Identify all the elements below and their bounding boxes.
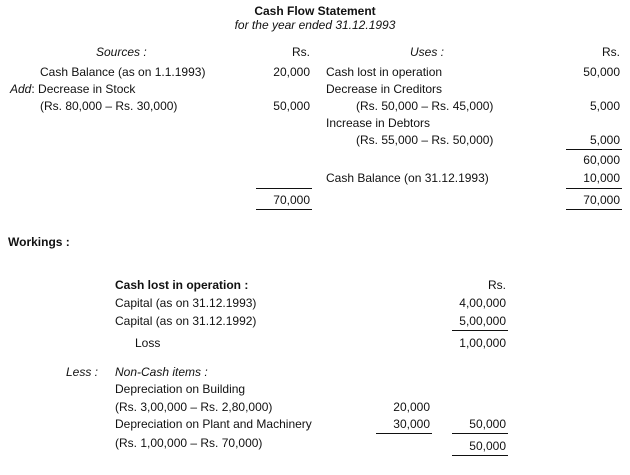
final-total: 50,000 <box>469 439 506 453</box>
noncash-label: Depreciation on Plant and Machinery <box>115 417 312 431</box>
use-amount: 5,000 <box>589 133 620 147</box>
final-rule-bottom <box>452 455 508 456</box>
use-amount: 5,000 <box>589 99 620 113</box>
total-rule-left-bottom <box>256 209 312 210</box>
workings-line-amount: 1,00,000 <box>459 336 506 350</box>
use-label: Increase in Debtors <box>326 116 431 130</box>
use-label: Decrease in Creditors <box>326 82 443 96</box>
noncash-label: Depreciation on Building <box>115 382 246 396</box>
workings-line-label: Capital (as on 31.12.1993) <box>115 296 257 310</box>
workings-heading: Workings : <box>8 235 70 249</box>
workings-line-label: Loss <box>135 336 161 350</box>
add-prefix: Add <box>10 82 32 96</box>
rs-header-right: Rs. <box>602 45 620 59</box>
use-subtotal: 60,000 <box>583 153 620 167</box>
noncash-inner-amount: 20,000 <box>393 400 430 414</box>
final-rule-top <box>452 433 508 434</box>
use-label: (Rs. 55,000 – Rs. 50,000) <box>356 133 494 147</box>
workings-line-amount: 5,00,000 <box>459 314 506 328</box>
noncash-label: (Rs. 3,00,000 – Rs. 2,80,000) <box>115 400 273 414</box>
noncash-label: (Rs. 1,00,000 – Rs. 70,000) <box>115 436 263 450</box>
source-label <box>10 82 135 96</box>
source-label: Cash Balance (as on 1.1.1993) <box>40 65 206 79</box>
total-rule-right-bottom <box>566 209 622 210</box>
rs-header-left: Rs. <box>292 45 310 59</box>
use-amount: 10,000 <box>583 171 620 185</box>
noncash-outer-amount: 50,000 <box>469 417 506 431</box>
workings-rs-header: Rs. <box>488 278 506 292</box>
total-right: 70,000 <box>583 193 620 207</box>
statement-title: Cash Flow Statement <box>254 4 376 18</box>
workings-line-amount: 4,00,000 <box>459 296 506 310</box>
source-label: (Rs. 80,000 – Rs. 30,000) <box>40 99 178 113</box>
less-label: Less : <box>66 365 99 379</box>
loss-rule <box>452 330 508 331</box>
statement-subtitle: for the year ended 31.12.1993 <box>234 18 396 32</box>
source-amount: 20,000 <box>273 65 310 79</box>
workings-section-title: Cash lost in operation : <box>115 278 249 292</box>
use-label: Cash Balance (on 31.12.1993) <box>326 171 489 185</box>
source-amount: 50,000 <box>273 99 310 113</box>
inner-sum-rule <box>376 433 432 434</box>
add-text: : Decrease in Stock <box>31 82 136 96</box>
use-label: Cash lost in operation <box>326 65 443 79</box>
uses-header: Uses : <box>410 45 445 59</box>
total-left: 70,000 <box>273 193 310 207</box>
subtotal-rule <box>566 149 622 150</box>
use-label: (Rs. 50,000 – Rs. 45,000) <box>356 99 494 113</box>
use-amount: 50,000 <box>583 65 620 79</box>
noncash-inner-amount: 30,000 <box>393 417 430 431</box>
total-rule-right-top <box>566 188 622 189</box>
total-rule-left-top <box>256 188 312 189</box>
noncash-title: Non-Cash items : <box>115 365 208 379</box>
workings-line-label: Capital (as on 31.12.1992) <box>115 314 257 328</box>
sources-header: Sources : <box>96 45 147 59</box>
